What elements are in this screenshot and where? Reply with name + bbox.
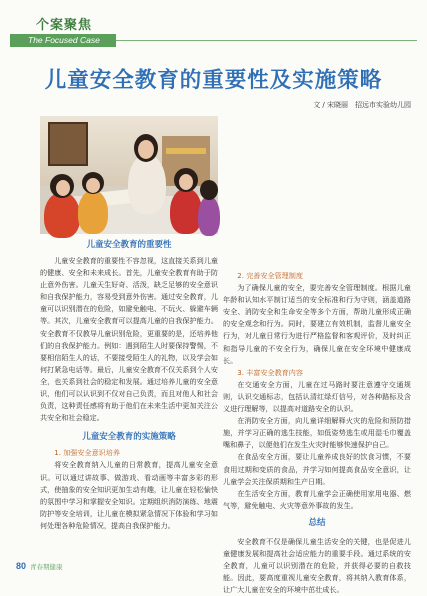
paragraph-awareness: 将安全教育纳入儿童的日常教育，提高儿童安全意识。可以通过讲故事、做游戏、看动画等丰富多彩的形式，使抽象的安全知识更加生动有趣，让儿童在轻松愉快的氛围中学习和掌握安全知识。定期组织消防演练、地震防护等安全培训，让儿童在模拟紧急情况下体验和学习如何处理各种危险情况，提高自我保护能力。 [40, 460, 218, 530]
photo-child-purple [198, 196, 220, 236]
paragraph-management: 为了确保儿童的安全，要完善安全管理制度。根据儿童年龄和认知水平制订适当的安全标准和行为守则，涵盖道路安全、消防安全和生命安全等多个方面，帮助儿童形成正确的安全观念和行为。同时，要建立有效机制，监督儿童安全行为，对儿童日常行为进行严格监督和客观评价，及时纠正和指导儿童的不安全行为，确保儿童在安全环境中健康成长。 [223, 283, 411, 365]
classroom-photo [40, 116, 218, 234]
photo-shelf-toys [166, 148, 206, 154]
header-rule [116, 40, 417, 41]
paragraph-fire: 在消防安全方面，向儿童详细解释火灾的危险和预防措施，并学习正确的逃生技能，如低姿势逃生或用湿毛巾覆盖嘴和鼻子，以便他们在发生火灾时能够快速保护自己。 [223, 416, 411, 450]
author-byline: 文 / 宋晓丽 招远市实验幼儿园 [313, 101, 411, 109]
paragraph-life: 在生活安全方面，教育儿童学会正确使用家用电器、燃气等，避免触电、火灾等意外事故的发生。 [223, 488, 411, 510]
paragraph-food: 在食品安全方面，要让儿童养成良好的饮食习惯，不要食用过期和变质的食品，并学习如何提高食品安全意识，让儿童学会关注保质期和生产日期。 [223, 452, 411, 486]
column-title-cn: 个案聚焦 [36, 18, 93, 33]
photo-child-yellow [78, 190, 108, 234]
photo-child-red-face [56, 180, 70, 196]
column-title-en: The Focused Case [10, 34, 116, 47]
photo-child-yellow-face [86, 178, 100, 193]
paragraph-traffic: 在交通安全方面，儿童在过马路时要注意遵守交通规则，认识交通标志，包括认清红绿灯信号，对各种路标及含义进行理解等，以提高对道路安全的认识。 [223, 379, 411, 414]
magazine-name: 青春期健康 [30, 563, 63, 571]
right-column [223, 116, 411, 596]
photo-child-right [170, 188, 202, 234]
subheading-content: 3. 丰富安全教育内容 [237, 367, 303, 377]
subheading-management: 2. 完善安全管理制度 [237, 271, 303, 280]
paragraph-importance: 儿童安全教育的重要性不容忽视，这直接关系到儿童的健康、安全和未来成长。首先，儿童安全教育有助于防止意外伤害。儿童天生好奇、活泼，缺乏足够的安全意识和自我保护能力，容易受到意外伤害。通过安全教育，儿童可以识别潜在的危险，如避免触电、不玩火、躲避车辆等。其次，儿童安全教育可以提高儿童的自我保护能力。安全教育不仅教导儿童识别危险，更重要的是，还培养他们的自我保护能力。例如：遇到陌生人时要保持警惕，不要相信陌生人的话，不要接受陌生人的礼物，以及学会如何打紧急电话等。最后，儿童安全教育不仅关系到个人安全，也关系到社会的稳定和发展。通过培养儿童的安全意识，他们可以认识到不仅对自己负责，而且对他人和社会负责，这种责任感将有助于他们在未来生活中更加关注公共安全和社会稳定。 [40, 256, 218, 423]
article-title: 儿童安全教育的重要性及实施策略 [44, 68, 383, 93]
heading-summary: 总结 [308, 517, 326, 528]
photo-child-red [44, 192, 80, 238]
photo-child-purple-hair [200, 180, 218, 200]
photo-child-right-face [179, 174, 193, 190]
page-number: 80 [16, 561, 27, 571]
heading-strategy: 儿童安全教育的实施策略 [82, 432, 176, 443]
paragraph-summary: 安全教育不仅是确保儿童生活安全的关键，也是促进儿童健康发展和提高社会适应能力的重要手段。通过系统的安全教育，儿童可以识别潜在的危险，并获得必要的自救技能。因此，要高度重视儿童安全教育，将其纳入教育体系，让广大儿童在安全的环境中茁壮成长。 [223, 536, 411, 595]
photo-teacher-body [128, 154, 166, 214]
photo-bulletin-board [48, 122, 88, 166]
photo-teacher-face [138, 140, 154, 159]
subheading-awareness: 1. 加强安全意识培养 [54, 448, 120, 458]
left-column [40, 240, 218, 532]
heading-importance: 儿童安全教育的重要性 [86, 240, 172, 250]
